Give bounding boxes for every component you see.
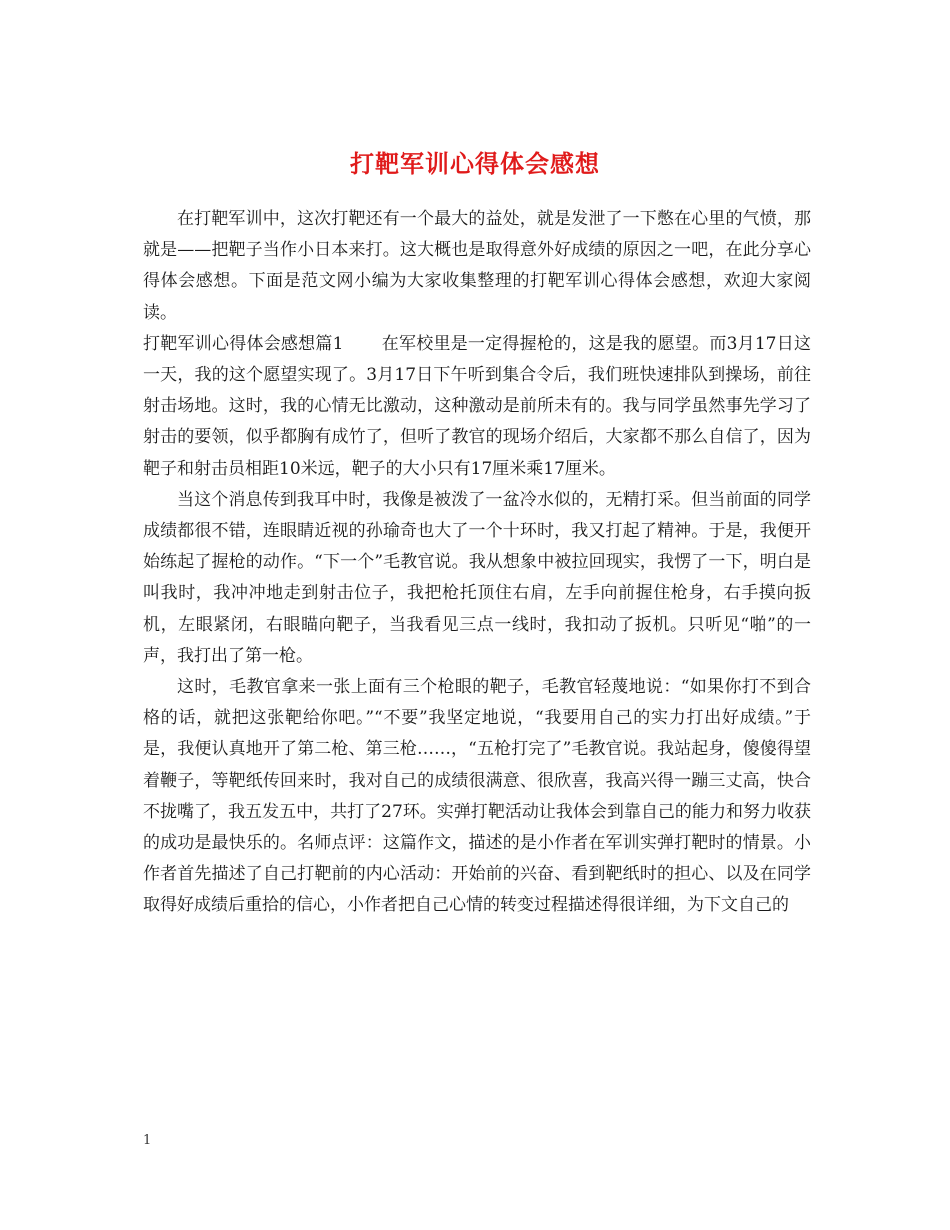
section-heading: 打靶军训心得体会感想篇1 — [143, 333, 344, 354]
intro-paragraph: 在打靶军训中，这次打靶还有一个最大的益处，就是发泄了一下憋在心里的气愤，那就是——把靶子当作小日本来打。这大概也是取得意外好成绩的原因之一吧，在此分享心得体会感想。下面是范文网小编为大家收集整理的打靶军训心得体会感想，欢迎大家阅读。 — [143, 209, 811, 323]
section-paragraph-1: 在军校里是一定得握枪的，这是我的愿望。而3月17日这一天，我的这个愿望实现了。3月17日下午听到集合令后，我们班快速排队到操场，前往射击场地。这时，我的心情无比激动，这种激动是前所未有的。我与同学虽然事先学习了射击的要领，似乎都胸有成竹了，但听了教官的现场介绍后，大家都不那么自信了，因为靶子和射击员相距10米远，靶子的大小只有17厘米乘17厘米。 — [143, 333, 811, 479]
section-heading-line — [143, 329, 811, 485]
paragraph-3: 这时，毛教官拿来一张上面有三个枪眼的靶子，毛教官轻蔑地说：“如果你打不到合格的话，就把这张靶给你吧。”“不要”我坚定地说，“我要用自己的实力打出好成绩。”于是，我便认真地开了第二枪、第三枪……，“五枪打完了”毛教官说。我站起身，傻傻得望着鞭子，等靶纸传回来时，我对自己的成绩很满意、很欣喜，我高兴得一蹦三丈高，快合不拢嘴了，我五发五中，共打了27环。实弹打靶活动让我体会到靠自己的能力和努力收获的成功是最快乐的。名师点评：这篇作文，描述的是小作者在军训实弹打靶时的情景。小作者首先描述了自己打靶前的内心活动：开始前的兴奋、看到靶纸时的担心、以及在同学取得好成绩后重拾的信心，小作者把自己心情的转变过程描述得很详细，为下文自己的 — [143, 677, 811, 916]
page-number: 1 — [143, 1133, 152, 1148]
document-body — [143, 204, 811, 922]
paragraph-2: 当这个消息传到我耳中时，我像是被泼了一盆冷水似的，无精打采。但当前面的同学成绩都很不错，连眼睛近视的孙瑜奇也大了一个十环时，我又打起了精神。于是，我便开始练起了握枪的动作。“下一个”毛教官说。我从想象中被拉回现实，我愣了一下，明白是叫我时，我冲冲地走到射击位子，我把枪托顶住右肩，左手向前握住枪身，右手摸向扳机，左眼紧闭，右眼瞄向靶子，当我看见三点一线时，我扣动了扳机。只听见“啪”的一声，我打出了第一枪。 — [143, 489, 811, 666]
document-title: 打靶军训心得体会感想 — [350, 149, 600, 179]
